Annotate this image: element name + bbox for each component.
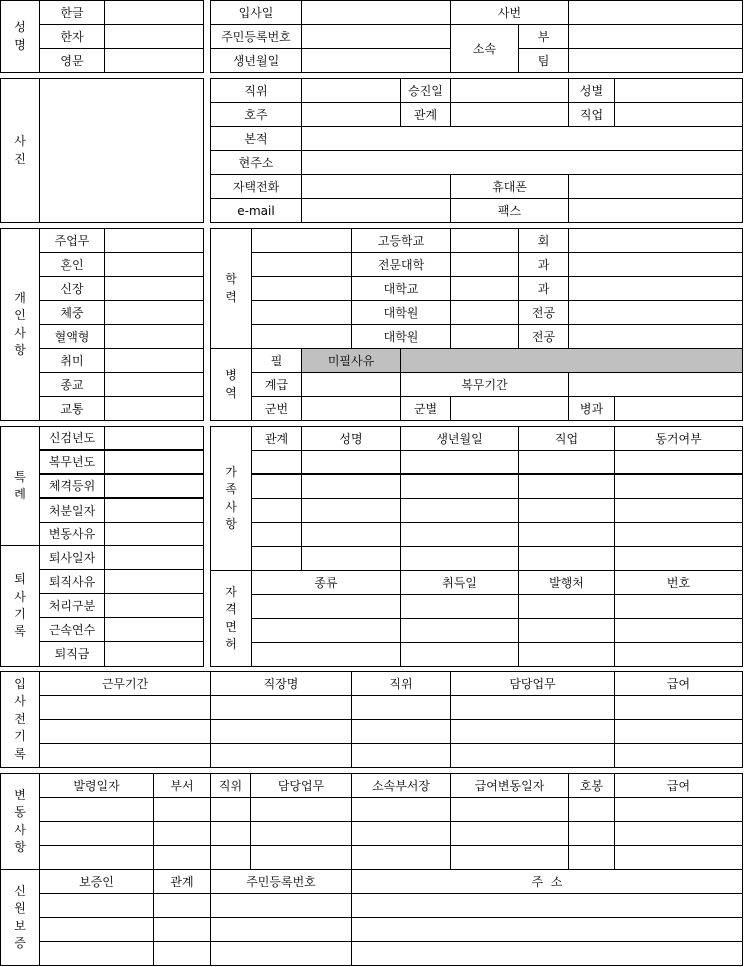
grad-school-2-major-label: 전공 [518,324,569,349]
current-address-label: 현주소 [210,150,302,175]
license-row-cell[interactable] [518,618,615,643]
guarantee-resident-no-header: 주민등록번호 [210,869,352,894]
guarantee-row-cell[interactable] [153,917,211,942]
university-label: 대학교 [351,276,451,301]
license-row-cell[interactable] [518,642,615,667]
changes-row-cell[interactable] [250,821,352,846]
english-name-label: 영문 [39,48,105,73]
transport-label: 교통 [39,396,105,421]
family-row-cell[interactable] [518,474,615,499]
family-section-label: 가족사항 [210,426,252,571]
grad-school-2-name-field[interactable] [251,324,352,349]
changes-row-cell[interactable] [568,797,615,822]
grad-school-1-label: 대학원 [351,300,451,325]
resign-date-field[interactable] [104,545,204,570]
photo-section-label: 사진 [0,78,40,223]
home-phone-label: 자택전화 [210,174,302,199]
prior-row-cell[interactable] [450,695,615,720]
occupation-label: 직업 [568,102,615,127]
prior-row-cell[interactable] [210,695,352,720]
family-row-cell[interactable] [518,522,615,547]
license-row-cell[interactable] [614,642,743,667]
changes-row-cell[interactable] [39,845,154,870]
family-row-cell[interactable] [251,450,302,475]
home-phone-field[interactable] [301,174,451,199]
guarantee-row-cell[interactable] [210,941,352,966]
main-work-field[interactable] [104,228,204,253]
family-row-cell[interactable] [614,450,743,475]
prior-row-cell[interactable] [39,719,211,744]
changes-row-cell[interactable] [210,797,251,822]
service-period-field[interactable] [568,372,743,397]
promotion-date-label: 승진일 [400,78,451,103]
prior-row-cell[interactable] [351,719,451,744]
changes-row-cell[interactable] [351,821,451,846]
guarantee-section-label: 신원보증 [0,869,40,966]
guarantee-row-cell[interactable] [39,917,154,942]
changes-row-cell[interactable] [450,821,569,846]
mobile-field[interactable] [568,174,743,199]
selection-year-field[interactable] [104,426,204,451]
family-head-field[interactable] [301,102,401,127]
hanja-name-field[interactable] [104,24,204,49]
position-field[interactable] [301,78,401,103]
weight-label: 체중 [39,300,105,325]
guarantee-row-cell[interactable] [153,893,211,918]
current-address-field[interactable] [301,150,743,175]
changes-row-cell[interactable] [351,845,451,870]
guarantee-row-cell[interactable] [210,917,352,942]
change-reason-label: 변동사유 [39,522,105,546]
changes-salary-header: 급여 [614,773,743,798]
grad-school-1-extra-field[interactable] [568,300,743,325]
prior-period-header: 근무기간 [39,671,211,696]
severance-field[interactable] [104,641,204,667]
team-field[interactable] [568,48,743,73]
family-row-cell[interactable] [251,546,302,571]
changes-row-cell[interactable] [568,845,615,870]
family-row-cell[interactable] [614,522,743,547]
transport-field[interactable] [104,396,204,421]
family-row-cell[interactable] [400,498,519,523]
university-dept-label: 과 [518,276,569,301]
resign-reason-label: 퇴직사유 [39,569,105,594]
prior-duty-header: 담당업무 [450,671,615,696]
hangul-name-label: 한글 [39,0,105,25]
family-relation-header: 관계 [251,426,302,451]
changes-row-cell[interactable] [210,845,251,870]
grade-step-header: 호봉 [568,773,615,798]
gender-label: 성별 [568,78,615,103]
family-row-cell[interactable] [400,522,519,547]
weight-field[interactable] [104,300,204,325]
family-row-cell[interactable] [614,474,743,499]
prior-row-cell[interactable] [450,743,615,768]
changes-duty-header: 담당업무 [250,773,352,798]
junior-college-name-field[interactable] [251,252,352,277]
junior-college-label: 전문대학 [351,252,451,277]
changes-row-cell[interactable] [450,797,569,822]
physical-grade-field[interactable] [104,474,204,499]
guarantee-address-header: 주 소 [351,869,743,894]
disposition-date-field[interactable] [104,498,204,523]
guarantee-row-cell[interactable] [210,893,352,918]
salary-change-date-header: 급여변동일자 [450,773,569,798]
license-row-cell[interactable] [614,618,743,643]
family-row-cell[interactable] [251,522,302,547]
family-row-cell[interactable] [251,474,302,499]
resign-reason-field[interactable] [104,569,204,594]
guarantee-row-cell[interactable] [39,941,154,966]
service-year-label: 복무년도 [39,450,105,475]
occupation-field[interactable] [614,102,743,127]
hobby-field[interactable] [104,348,204,373]
order-date-header: 발령일자 [39,773,154,798]
high-school-class-label: 회 [518,228,569,253]
prior-row-cell[interactable] [614,743,743,768]
height-field[interactable] [104,276,204,301]
license-row-cell[interactable] [518,594,615,619]
special-section-label: 특례 [0,426,40,546]
service-period-label: 복무기간 [400,372,569,397]
grad-school-1-major-field[interactable] [450,300,519,325]
license-row-cell[interactable] [400,594,519,619]
university-dept-field[interactable] [450,276,519,301]
guarantee-row-cell[interactable] [351,917,743,942]
dept-field[interactable] [568,24,743,49]
affiliation-label: 소속 [450,24,519,73]
prior-row-cell[interactable] [614,695,743,720]
guarantee-row-cell[interactable] [351,893,743,918]
prior-row-cell[interactable] [450,719,615,744]
high-school-extra-field[interactable] [568,228,743,253]
guarantee-relation-header: 관계 [153,869,211,894]
exempt-reason-field[interactable] [400,348,743,373]
physical-grade-label: 체격등위 [39,474,105,499]
license-row-cell[interactable] [251,642,401,667]
domicile-label: 본적 [210,126,302,151]
resident-no-field[interactable] [301,24,451,49]
family-row-cell[interactable] [518,546,615,571]
specialty-field[interactable] [614,396,743,421]
email-field[interactable] [301,198,451,223]
personal-section-label: 개인사항 [0,228,40,421]
employee-no-label: 사번 [450,0,569,25]
mobile-label: 휴대폰 [450,174,569,199]
changes-row-cell[interactable] [153,797,211,822]
birth-date-label: 생년월일 [210,48,302,73]
service-year-field[interactable] [104,450,204,475]
grad-school-1-major-label: 전공 [518,300,569,325]
license-section-label: 자격면허 [210,570,252,667]
changes-dept-header: 부서 [153,773,211,798]
branch-label: 군별 [400,396,451,421]
marriage-field[interactable] [104,252,204,277]
family-row-cell[interactable] [301,498,401,523]
changes-row-cell[interactable] [153,845,211,870]
disposition-date-label: 처분일자 [39,498,105,523]
blood-type-field[interactable] [104,324,204,349]
prior-position-header: 직위 [351,671,451,696]
branch-field[interactable] [450,396,569,421]
family-row-cell[interactable] [301,474,401,499]
changes-row-cell[interactable] [210,821,251,846]
family-row-cell[interactable] [301,546,401,571]
family-row-cell[interactable] [251,498,302,523]
family-name-header: 성명 [301,426,401,451]
family-row-cell[interactable] [400,474,519,499]
prior-row-cell[interactable] [210,743,352,768]
junior-college-extra-field[interactable] [568,252,743,277]
changes-row-cell[interactable] [153,821,211,846]
selection-year-label: 신검년도 [39,426,105,451]
family-occupation-header: 직업 [518,426,615,451]
license-row-cell[interactable] [400,642,519,667]
prior-row-cell[interactable] [39,743,211,768]
rank-field[interactable] [301,372,401,397]
religion-label: 종교 [39,372,105,397]
license-row-cell[interactable] [251,594,401,619]
license-row-cell[interactable] [614,594,743,619]
family-row-cell[interactable] [518,498,615,523]
changes-row-cell[interactable] [250,797,352,822]
years-service-label: 근속연수 [39,617,105,642]
grad-school-2-major-field[interactable] [450,324,519,349]
family-row-cell[interactable] [301,522,401,547]
changes-row-cell[interactable] [614,797,743,822]
license-number-header: 번호 [614,570,743,595]
military-completed-label: 필 [251,348,302,373]
prior-row-cell[interactable] [351,743,451,768]
resident-no-label: 주민등록번호 [210,24,302,49]
family-row-cell[interactable] [614,546,743,571]
position-label: 직위 [210,78,302,103]
main-work-label: 주업무 [39,228,105,253]
dept-label: 부 [518,24,569,49]
grad-school-2-label: 대학원 [351,324,451,349]
guarantor-header: 보증인 [39,869,154,894]
height-label: 신장 [39,276,105,301]
prior-row-cell[interactable] [39,695,211,720]
resign-date-label: 퇴사일자 [39,545,105,570]
birth-date-field[interactable] [301,48,451,73]
family-cohabit-header: 동거여부 [614,426,743,451]
english-name-field[interactable] [104,48,204,73]
changes-row-cell[interactable] [614,821,743,846]
processing-field[interactable] [104,593,204,618]
name-section-label: 성명 [0,0,40,73]
employee-no-field[interactable] [568,0,743,25]
marriage-label: 혼인 [39,252,105,277]
hangul-name-field[interactable] [104,0,204,25]
changes-row-cell[interactable] [614,845,743,870]
high-school-label: 고등학교 [351,228,451,253]
high-school-class-field[interactable] [450,228,519,253]
family-row-cell[interactable] [518,450,615,475]
service-no-label: 군번 [251,396,302,421]
junior-college-dept-label: 과 [518,252,569,277]
prior-salary-header: 급여 [614,671,743,696]
grad-school-1-name-field[interactable] [251,300,352,325]
prior-row-cell[interactable] [210,719,352,744]
domicile-field[interactable] [301,126,743,151]
high-school-name-field[interactable] [251,228,352,253]
changes-row-cell[interactable] [39,821,154,846]
education-section-label: 학력 [210,228,252,349]
family-row-cell[interactable] [400,450,519,475]
exempt-reason-label: 미필사유 [301,348,401,373]
changes-row-cell[interactable] [39,797,154,822]
license-row-cell[interactable] [400,618,519,643]
gender-field[interactable] [614,78,743,103]
license-type-header: 종류 [251,570,401,595]
changes-row-cell[interactable] [351,797,451,822]
specialty-label: 병과 [568,396,615,421]
prior-row-cell[interactable] [614,719,743,744]
processing-label: 처리구분 [39,593,105,618]
family-row-cell[interactable] [400,546,519,571]
changes-row-cell[interactable] [450,845,569,870]
change-reason-field[interactable] [104,522,204,546]
changes-section-label: 변동사항 [0,773,40,870]
hire-date-label: 입사일 [210,0,302,25]
university-name-field[interactable] [251,276,352,301]
family-head-label: 호주 [210,102,302,127]
fax-field[interactable] [568,198,743,223]
changes-row-cell[interactable] [250,845,352,870]
team-label: 팀 [518,48,569,73]
service-no-field[interactable] [301,396,401,421]
family-row-cell[interactable] [301,450,401,475]
prior-row-cell[interactable] [351,695,451,720]
hobby-label: 취미 [39,348,105,373]
military-section-label: 병역 [210,348,252,421]
grad-school-2-extra-field[interactable] [568,324,743,349]
relation-label: 관계 [400,102,451,127]
prior-section-label: 입사전기록 [0,671,40,768]
rank-label: 계급 [251,372,302,397]
guarantee-row-cell[interactable] [351,941,743,966]
relation-field[interactable] [450,102,569,127]
guarantee-row-cell[interactable] [153,941,211,966]
changes-row-cell[interactable] [568,821,615,846]
religion-field[interactable] [104,372,204,397]
blood-type-label: 혈액형 [39,324,105,349]
guarantee-row-cell[interactable] [39,893,154,918]
severance-label: 퇴직금 [39,641,105,667]
junior-college-dept-field[interactable] [450,252,519,277]
prior-company-header: 직장명 [210,671,352,696]
changes-position-header: 직위 [210,773,251,798]
license-row-cell[interactable] [251,618,401,643]
hire-date-field[interactable] [301,0,451,25]
fax-label: 팩스 [450,198,569,223]
hanja-name-label: 한자 [39,24,105,49]
promotion-date-field[interactable] [450,78,569,103]
dept-head-header: 소속부서장 [351,773,451,798]
family-row-cell[interactable] [614,498,743,523]
license-date-header: 취득일 [400,570,519,595]
license-issuer-header: 발행처 [518,570,615,595]
family-birth-header: 생년월일 [400,426,519,451]
university-extra-field[interactable] [568,276,743,301]
years-service-field[interactable] [104,617,204,642]
photo-area[interactable] [39,78,204,223]
resign-section-label: 퇴사기록 [0,545,40,667]
email-label: e-mail [210,198,302,223]
